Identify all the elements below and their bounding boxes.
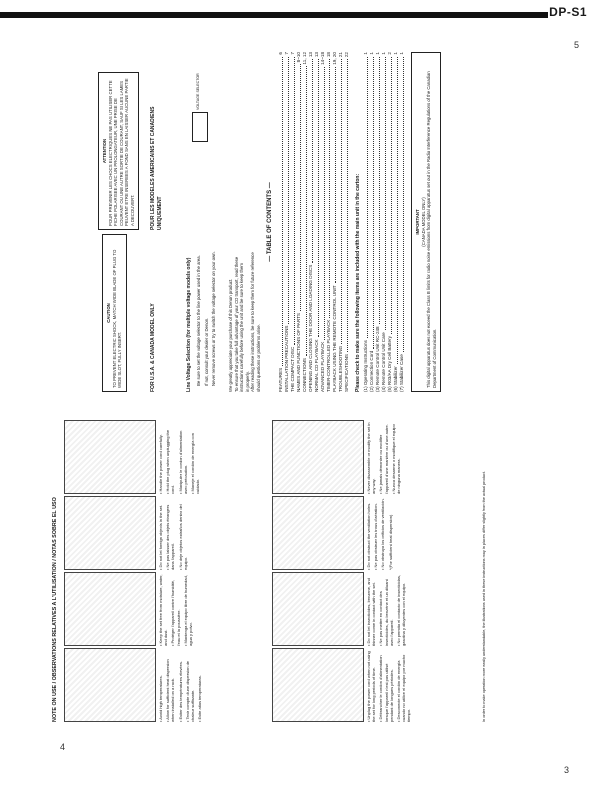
usa-title: FOR U.S.A. & CANADA MODEL ONLY bbox=[150, 303, 156, 392]
included-item-name: (4) Remote Control Unit Care bbox=[381, 332, 387, 392]
left-page-title: NOTE ON USE / OBSERVATIONS RELATIVES A L'UTILISATION / NOTAS SOBRE EL USO bbox=[52, 497, 58, 722]
note-text: • Manipuler le cordon d'alimentation avec précaution. bbox=[177, 430, 188, 494]
toc-title: — TABLE OF CONTENTS — bbox=[267, 182, 274, 262]
included-item-name: (2) Connection Cord bbox=[369, 350, 375, 392]
note-text: • Eviter des températures élevées. bbox=[177, 661, 183, 722]
voltage-title: Line Voltage Selection (for multiple voltage models only) bbox=[186, 257, 192, 392]
vent-note: *(For sufficient heat dispersion) bbox=[387, 514, 393, 570]
note-illustration bbox=[272, 648, 364, 722]
included-item-name: (3) Remote Control Unit RC-248 bbox=[375, 326, 381, 392]
toc-entry-page: 7 bbox=[290, 52, 296, 55]
included-item bbox=[399, 52, 405, 392]
note-illustration bbox=[64, 572, 156, 646]
toc-entry-page: 18 bbox=[326, 52, 332, 58]
toc-entry-page: 13 bbox=[314, 52, 320, 58]
voltage-selector-label: VOLTAGE SELECTOR bbox=[196, 73, 200, 110]
model-number: DP-S1 bbox=[549, 5, 587, 19]
note-cell bbox=[64, 498, 264, 570]
note-cell bbox=[64, 574, 264, 646]
toc-entry-title: CONNECTIONS bbox=[302, 358, 308, 392]
note-text: • Ne pas obstruer les trous d'aération. bbox=[373, 503, 379, 570]
toc-entry-page: 14~18 bbox=[320, 52, 326, 65]
toc-entry-title: TIMER-CONTROLLED PLAYBACK bbox=[326, 319, 332, 392]
included-item-qty: 1 bbox=[393, 52, 399, 55]
toc-entry-title: NAMES AND FUNCTIONS OF PARTS bbox=[296, 313, 302, 392]
note-illustration bbox=[64, 496, 156, 570]
note-cell bbox=[272, 574, 472, 646]
note-text: • Protéger l'appareil contre l'humidité, l'eau et la poussière. bbox=[170, 579, 181, 646]
toc-entry-page: 21 bbox=[337, 52, 343, 58]
note-illustration bbox=[272, 572, 364, 646]
voltage-bullet: Never remove screws or try to switch the voltage selector on your own. bbox=[211, 251, 217, 386]
note-cell bbox=[272, 498, 472, 570]
voltage-bullet: If not, consult your dealer or Denon. bbox=[203, 317, 209, 386]
note-text: • Desconecte el cordón de energía cuando no utilice el equipo por mucho tiempo. bbox=[395, 654, 412, 722]
caution-box: CAUTION TO PREVENT ELECTRIC SHOCK, MATCH WIDE BLADE OF PLUG TO WIDE SLOT, FULLY INSERT. bbox=[102, 234, 127, 392]
note-text: • No obstruya los orificios de ventilación. bbox=[380, 498, 386, 570]
included-item-qty: 1 bbox=[399, 52, 405, 55]
important-box: IMPORTANT (CANADA MODEL ONLY) This digital apparatus does not exceed the Class B limits for radio noise emissions from digital apparatus set out in the Radio Interference Regulations of the Canadian Department of Communication. bbox=[411, 52, 441, 392]
note-text: • Handle the power cord carefully. bbox=[158, 434, 163, 494]
toc-entry-page: 7 bbox=[284, 52, 290, 55]
toc-entry-title: NORMAL CD PLAYBACK bbox=[314, 339, 320, 392]
included-item-name: (6) Stabilizer bbox=[393, 366, 399, 392]
note-text: • No permita el contacto de insecticidas, gasolina y diluyentes con el equipo. bbox=[395, 575, 407, 646]
page-number-right: 5 bbox=[574, 40, 580, 50]
toc-entry-page: 8~10 bbox=[296, 52, 302, 63]
included-item-qty: 2 bbox=[387, 52, 393, 55]
note-text: • Evite altas temperaturas. bbox=[197, 675, 203, 722]
included-item-name: (7) Stabilizer Case bbox=[399, 354, 405, 392]
toc-entry-title: TROUBLESHOOTING bbox=[337, 345, 343, 392]
toc-entry-title: SPECIFICATIONS bbox=[343, 354, 349, 392]
left-page bbox=[52, 422, 492, 722]
note-text: • Ne pas mettre en contact des insecticides, du benzène et un diluant avec l'appareil. bbox=[378, 579, 394, 646]
toc-entry-page: 13 bbox=[308, 52, 314, 58]
note-illustration bbox=[64, 420, 156, 494]
note-cell bbox=[272, 650, 472, 722]
note-text: • No deje objetos extraños dentro del equipo. bbox=[177, 504, 188, 570]
toc-entry-title: THE COMPACT DISC bbox=[290, 346, 296, 392]
note-text: • Keep the set free from moisture, water, and dust. bbox=[158, 574, 169, 646]
check-heading: Please check to make sure the following items are included with the main unit in the carton: bbox=[354, 173, 361, 392]
toc-entry-page: 6 bbox=[278, 52, 284, 55]
note-text: • Mantenga el equipo libre de humedad, agua y polvo. bbox=[182, 575, 193, 646]
note-text: • Hold the plug when unplugging the cord. bbox=[165, 429, 176, 494]
included-item-qty: 1 bbox=[363, 52, 369, 55]
included-item-name: (1) Operating Instructions bbox=[363, 340, 369, 392]
note-text: • Tenir compte d'une dispersion de chaleur suffisante. bbox=[184, 660, 195, 722]
voltage-section bbox=[2, 72, 217, 392]
toc-entry-title: PLAYBACK USING THE REMOTE CONTROL UNIT bbox=[331, 285, 337, 392]
note-illustration bbox=[272, 420, 364, 494]
toc-entry-page: 19, 20 bbox=[331, 52, 337, 65]
page-number-left: 3 bbox=[564, 765, 570, 775]
note-text: • Ne jamais démonter ou modifier l'appareil d'une manière ou d'une autre. bbox=[378, 424, 389, 494]
intro-text: We greatly appreciate your purchase of this Denon product. To ensure that you take full advantage of your CD transport, read these instructions carefully before using the unit and be sure to keep them in properly. After reading these instructions, be sure to keep them for future reference should questions or problems arise. bbox=[228, 252, 261, 392]
included-item-qty: 1 bbox=[381, 52, 387, 55]
note-text: • Maneje el cordón de energía con cuidado. bbox=[189, 433, 201, 494]
left-footnote: In order to make operation more easily understandable, the illustrations used in these instructions may in places differ slightly from the actual product. bbox=[482, 471, 486, 722]
note-text: • Avoid high temperatures. bbox=[158, 675, 163, 722]
toc-entry-title: OPENING AND CLOSING THE DOOR AND LOADING DISCS bbox=[308, 264, 314, 392]
toc-entry-page: 11, 12 bbox=[302, 52, 308, 65]
note-text: • Allow for sufficient heat dispersion when installed on a rack. bbox=[165, 659, 176, 722]
note-text: • Ne pas laisser des objets étrangers dans l'appareil. bbox=[165, 504, 176, 570]
note-text: • Do not obstruct the ventilation holes. bbox=[366, 502, 371, 570]
included-item-qty: 1 bbox=[375, 52, 381, 55]
toc-entry-page: 22 bbox=[343, 52, 349, 58]
note-text: • Débrancher le cordon d'alimentation lorsque l'appareil n'est pas utilisé pendant de longues périodes. bbox=[378, 655, 394, 722]
note-illustration bbox=[272, 496, 364, 570]
toc-entry-title: ADVANCED PLAYBACK bbox=[320, 341, 326, 392]
note-illustration bbox=[64, 648, 156, 722]
included-item-name: (5) R03/AA Dry Cell Battery bbox=[387, 336, 393, 392]
note-text: • Never disassemble or modify the set in any way. bbox=[366, 422, 377, 494]
toc-entry-title: INSTALLATION PRECAUTIONS bbox=[284, 325, 290, 392]
included-item-qty: 1 bbox=[369, 52, 375, 55]
voltage-selector-diagram bbox=[192, 112, 208, 142]
toc-list bbox=[278, 52, 350, 392]
toc-entry bbox=[344, 52, 350, 392]
note-cell bbox=[272, 422, 472, 494]
fr-title: POUR LES MODELES AMERICAINS ET CANADIENS UNIQUEMENT bbox=[150, 106, 163, 230]
toc-entry-title: FEATURES bbox=[278, 367, 284, 392]
note-cell bbox=[64, 650, 264, 722]
items-list bbox=[363, 52, 405, 392]
note-text: • Unplug the power cord when not using the set for long periods of time. bbox=[366, 651, 377, 722]
attention-box: ATTENTION POUR PREVENIR LES CHOCS ELECTRIQUES NE PAS UTILISER CETTE FICHE POLARISEE AVEC UN PROLONGATEUR, UNE PRISE DE COURANT OU UNE AUTRE SORTIE DE COURANT, SAUF SI LES LAMES PEUVENT ETRE INSEREES A FOND SANS EN LAISSER AUCUNE PARTIE A DECOUVERT. bbox=[98, 72, 139, 230]
note-text: • Do not let foreign objects in the set. bbox=[158, 504, 163, 570]
page-number-left-inner: 4 bbox=[60, 742, 66, 752]
right-page bbox=[224, 0, 544, 392]
voltage-bullet: Be sure to set the voltage selector to the line power used in the area. bbox=[196, 255, 201, 386]
note-text: • Do not let insecticides, benzene, and thinner come in contact with the set. bbox=[366, 578, 377, 646]
note-cell bbox=[64, 422, 264, 494]
note-text: • Nunca desarme o modifique el equipo de ninguna manera. bbox=[390, 424, 401, 494]
